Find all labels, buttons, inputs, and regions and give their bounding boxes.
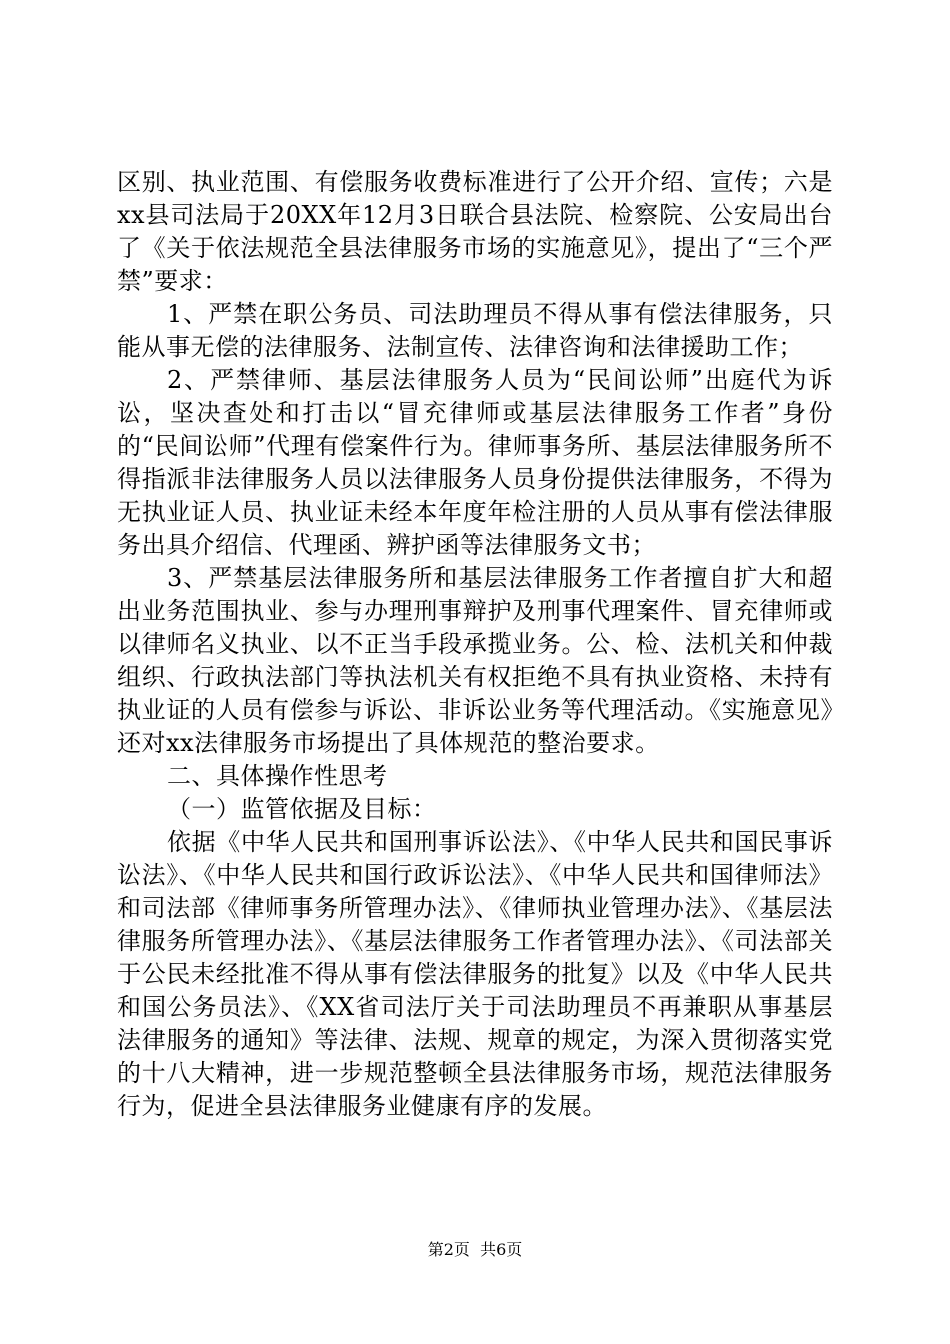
page-number: 第2页 共6页 [427, 1240, 523, 1259]
paragraph-1: 区别、执业范围、有偿服务收费标准进行了公开介绍、宣传；六是xx县司法局于20XX年12月3日联合县法院、检察院、公安局出台了《关于依法规范全县法律服务市场的实施意见》，提出了“三个严禁”要求： [117, 168, 833, 295]
subsection-heading: （一）监管依据及目标： [167, 795, 437, 823]
page-footer [0, 1240, 950, 1260]
paragraph-3: 2、严禁律师、基层法律服务人员为“民间讼师”出庭代为诉讼，坚决查处和打击以“冒充律师或基层法律服务工作者”身份的“民间讼师”代理有偿案件行为。律师事务所、基层法律服务所不得指派非法律服务人员以法律服务人员身份提供法律服务，不得为无执业证人员、执业证未经本年度年检注册的人员从事有偿法律服务出具介绍信、代理函、辨护函等法律服务文书； [117, 366, 833, 559]
section-heading: 二、具体操作性思考 [167, 762, 388, 790]
paragraph-5: 依据《中华人民共和国刑事诉讼法》、《中华人民共和国民事诉讼法》、《中华人民共和国行政诉讼法》、《中华人民共和国律师法》和司法部《律师事务所管理办法》、《律师执业管理办法》、《基层法律服务所管理办法》、《基层法律服务工作者管理办法》、《司法部关于公民未经批准不得从事有偿法律服务的批复》以及《中华人民共和国公务员法》、《XX省司法厅关于司法助理员不再兼职从事基层法律服务的通知》等法律、法规、规章的规定，为深入贯彻落实党的十八大精神，进一步规范整顿全县法律服务市场，规范法律服务行为，促进全县法律服务业健康有序的发展。 [117, 828, 833, 1120]
paragraph-2: 1、严禁在职公务员、司法助理员不得从事有偿法律服务，只能从事无偿的法律服务、法制宣传、法律咨询和法律援助工作； [117, 300, 833, 361]
document-body [117, 166, 833, 1123]
paragraph-4: 3、严禁基层法律服务所和基层法律服务工作者擅自扩大和超出业务范围执业、参与办理刑事辩护及刑事代理案件、冒充律师或以律师名义执业、以不正当手段承揽业务。公、检、法机关和仲裁组织、行政执法部门等执法机关有权拒绝不具有执业资格、未持有执业证的人员有偿参与诉讼、非诉讼业务等代理活动。《实施意见》还对xx法律服务市场提出了具体规范的整治要求。 [117, 564, 833, 757]
